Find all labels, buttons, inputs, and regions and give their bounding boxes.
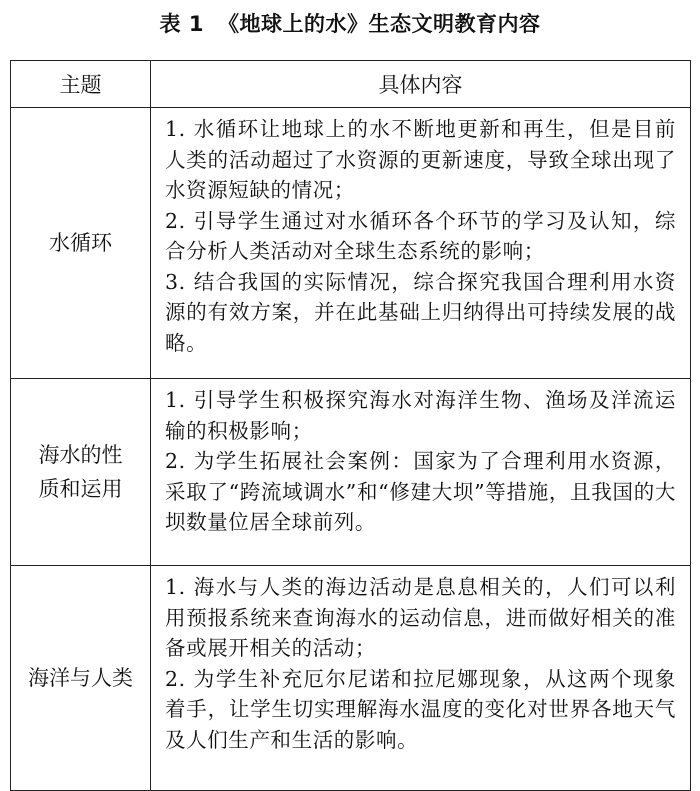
topic-line: 水循环 — [49, 231, 112, 255]
table-row — [11, 379, 691, 566]
table-row — [11, 108, 691, 379]
topic-line: 海洋与人类 — [28, 666, 133, 690]
detail-item: 2. 引导学生通过对水循环各个环节的学习及认知，综合分析人类活动对全球生态系统的影响； — [165, 208, 676, 263]
row-details — [151, 566, 691, 791]
detail-item: 1. 水循环让地球上的水不断地更新和再生，但是目前人类的活动超过了水资源的更新速度，导致全球出现了水资源短缺的情况； — [165, 117, 676, 202]
detail-item: 2. 为学生拓展社会案例：国家为了合理利用水资源，采取了“跨流域调水”和“修建大坝”等措施，且我国的大坝数量位居全球前列。 — [165, 449, 676, 534]
detail-item: 3. 结合我国的实际情况，综合探究我国合理利用水资源的有效方案，并在此基础上归纳得出可持续发展的战略。 — [165, 269, 676, 355]
row-details — [151, 379, 691, 566]
row-details — [151, 108, 691, 379]
header-content: 具体内容 — [151, 61, 691, 108]
row-topic — [11, 379, 151, 566]
table-row — [11, 566, 691, 791]
table-header-row — [11, 61, 691, 108]
row-topic — [11, 566, 151, 791]
topic-line: 质和运用 — [38, 477, 123, 501]
table-number: 表 1 — [159, 12, 204, 36]
header-topic: 主题 — [11, 61, 151, 108]
detail-item: 1. 引导学生积极探究海水对海洋生物、渔场及洋流运输的积极影响； — [165, 388, 676, 443]
detail-item: 1. 海水与人类的海边活动是息息相关的，人们可以利用预报系统来查询海水的运动信息，进而做好相关的准备或展开相关的活动； — [165, 575, 676, 660]
content-table — [10, 60, 691, 791]
topic-line: 海水的性 — [38, 443, 123, 467]
table-caption — [0, 8, 700, 40]
table-title: 《地球上的水》生态文明教育内容 — [217, 12, 541, 36]
detail-item: 2. 为学生补充厄尔尼诺和拉尼娜现象，从这两个现象着手，让学生切实理解海水温度的变化对世界各地天气及人们生产和生活的影响。 — [165, 666, 676, 752]
row-topic — [11, 108, 151, 379]
